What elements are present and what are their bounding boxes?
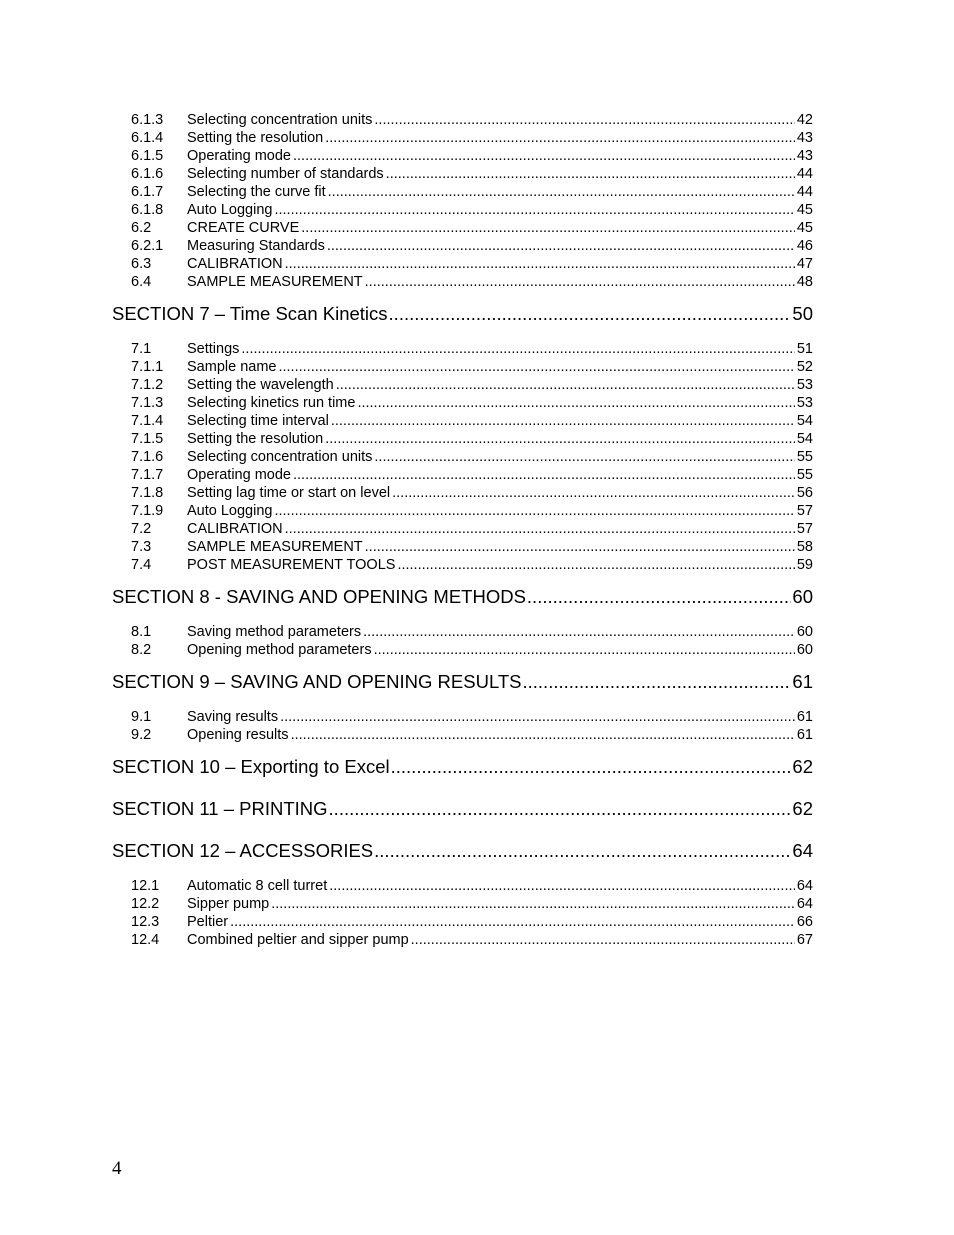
section-page: 60 [792, 586, 813, 607]
section-page: 64 [792, 840, 813, 861]
page-number: 4 [112, 1158, 122, 1179]
toc-entry[interactable] [112, 129, 813, 147]
entry-page: 54 [796, 413, 813, 429]
leader-dots [327, 237, 795, 255]
entry-number: 7.1.6 [131, 449, 164, 465]
leader-dots [392, 484, 795, 502]
entry-number: 6.1.7 [131, 184, 164, 200]
toc-entry[interactable] [112, 237, 813, 255]
leader-dots [336, 376, 795, 394]
toc-entry[interactable] [112, 466, 813, 484]
entry-title: Sample name [187, 359, 277, 375]
toc-entry[interactable] [112, 895, 813, 913]
entry-number: 6.1.5 [131, 148, 164, 164]
section-title: SECTION 10 – Exporting to Excel [112, 756, 390, 777]
entry-title: CREATE CURVE [187, 220, 300, 236]
entry-page: 58 [796, 539, 813, 555]
entry-title: Peltier [187, 914, 229, 930]
section-page: 61 [792, 671, 813, 692]
leader-dots [241, 340, 794, 358]
entry-number: 7.4 [131, 557, 152, 573]
entry-page: 52 [796, 359, 813, 375]
entry-page: 55 [796, 467, 813, 483]
entry-page: 57 [796, 521, 813, 537]
toc-entry[interactable] [112, 708, 813, 726]
entry-page: 66 [796, 914, 813, 930]
entry-title: CALIBRATION [187, 256, 283, 272]
table-of-contents [112, 111, 813, 949]
toc-entry[interactable] [112, 877, 813, 895]
leader-dots [274, 502, 794, 520]
entry-title: Selecting number of standards [187, 166, 384, 182]
toc-group-6 [112, 111, 813, 291]
entry-number: 6.3 [131, 256, 152, 272]
leader-dots [357, 394, 794, 412]
entry-title: Selecting concentration units [187, 112, 373, 128]
leader-dots [325, 129, 795, 147]
leader-dots [411, 931, 795, 949]
toc-entry[interactable] [112, 111, 813, 129]
leader-dots [230, 913, 795, 931]
toc-entry[interactable] [112, 376, 813, 394]
toc-entry[interactable] [112, 430, 813, 448]
toc-entry[interactable] [112, 520, 813, 538]
entry-number: 7.1.2 [131, 377, 164, 393]
leader-dots [329, 877, 795, 895]
leader-dots [389, 302, 792, 326]
entry-title: Opening method parameters [187, 642, 372, 658]
entry-number: 6.1.4 [131, 130, 164, 146]
entry-title: Opening results [187, 727, 289, 743]
entry-page: 67 [796, 932, 813, 948]
entry-page: 44 [796, 184, 813, 200]
entry-title: Measuring Standards [187, 238, 325, 254]
entry-page: 61 [796, 709, 813, 725]
toc-entry[interactable] [112, 641, 813, 659]
toc-entry[interactable] [112, 538, 813, 556]
toc-entry[interactable] [112, 726, 813, 744]
leader-dots [365, 273, 795, 291]
entry-page: 60 [796, 624, 813, 640]
leader-dots [331, 412, 795, 430]
entry-number: 9.2 [131, 727, 152, 743]
entry-title: Saving results [187, 709, 279, 725]
leader-dots [374, 839, 791, 863]
leader-dots [365, 538, 795, 556]
leader-dots [293, 466, 795, 484]
section-page: 62 [792, 798, 813, 819]
leader-dots [329, 797, 792, 821]
entry-number: 7.1.3 [131, 395, 164, 411]
toc-entry[interactable] [112, 484, 813, 502]
entry-page: 51 [796, 341, 813, 357]
section-title: SECTION 8 - SAVING AND OPENING METHODS [112, 586, 526, 607]
toc-entry[interactable] [112, 623, 813, 641]
leader-dots [386, 165, 795, 183]
toc-section-7[interactable] [112, 302, 813, 326]
leader-dots [291, 726, 795, 744]
entry-page: 42 [796, 112, 813, 128]
leader-dots [271, 895, 795, 913]
entry-title: Selecting kinetics run time [187, 395, 356, 411]
entry-title: Setting the wavelength [187, 377, 334, 393]
entry-page: 53 [796, 395, 813, 411]
toc-group-7 [112, 340, 813, 574]
leader-dots [391, 755, 792, 779]
toc-entry[interactable] [112, 556, 813, 574]
section-title: SECTION 11 – PRINTING [112, 798, 328, 819]
section-title: SECTION 12 – ACCESSORIES [112, 840, 374, 861]
entry-number: 6.2.1 [131, 238, 164, 254]
toc-entry[interactable] [112, 165, 813, 183]
entry-title: SAMPLE MEASUREMENT [187, 274, 363, 290]
entry-title: Sipper pump [187, 896, 270, 912]
leader-dots [293, 147, 795, 165]
entry-title: Saving method parameters [187, 624, 362, 640]
entry-number: 12.1 [131, 878, 160, 894]
toc-entry[interactable] [112, 255, 813, 273]
entry-title: Setting the resolution [187, 431, 324, 447]
entry-number: 7.3 [131, 539, 152, 555]
entry-page: 56 [796, 485, 813, 501]
section-page: 62 [792, 756, 813, 777]
entry-number: 6.1.8 [131, 202, 164, 218]
leader-dots [278, 358, 794, 376]
entry-title: Selecting time interval [187, 413, 329, 429]
leader-dots [363, 623, 795, 641]
entry-number: 8.2 [131, 642, 152, 658]
toc-entry[interactable] [112, 273, 813, 291]
toc-section-10[interactable] [112, 755, 813, 779]
entry-number: 6.2 [131, 220, 152, 236]
toc-entry[interactable] [112, 412, 813, 430]
entry-page: 53 [796, 377, 813, 393]
toc-group-8 [112, 623, 813, 659]
leader-dots [325, 430, 795, 448]
entry-number: 9.1 [131, 709, 152, 725]
entry-title: CALIBRATION [187, 521, 283, 537]
entry-title: Settings [187, 341, 240, 357]
toc-entry[interactable] [112, 358, 813, 376]
section-page: 50 [792, 303, 813, 324]
entry-number: 12.3 [131, 914, 160, 930]
section-title: SECTION 7 – Time Scan Kinetics [112, 303, 388, 324]
leader-dots [374, 448, 794, 466]
entry-number: 7.1.4 [131, 413, 164, 429]
entry-number: 6.1.3 [131, 112, 164, 128]
entry-page: 43 [796, 148, 813, 164]
entry-page: 45 [796, 202, 813, 218]
entry-number: 12.4 [131, 932, 160, 948]
toc-entry[interactable] [112, 931, 813, 949]
entry-title: Auto Logging [187, 503, 273, 519]
leader-dots [285, 520, 795, 538]
entry-number: 7.1.5 [131, 431, 164, 447]
leader-dots [527, 585, 792, 609]
toc-entry[interactable] [112, 147, 813, 165]
entry-page: 48 [796, 274, 813, 290]
entry-page: 60 [796, 642, 813, 658]
leader-dots [274, 201, 794, 219]
leader-dots [285, 255, 795, 273]
entry-title: Setting the resolution [187, 130, 324, 146]
entry-title: Operating mode [187, 148, 291, 164]
entry-number: 12.2 [131, 896, 160, 912]
entry-number: 6.1.6 [131, 166, 164, 182]
toc-entry[interactable] [112, 448, 813, 466]
entry-title: Setting lag time or start on level [187, 485, 391, 501]
entry-number: 7.1.1 [131, 359, 164, 375]
entry-number: 6.4 [131, 274, 152, 290]
entry-page: 46 [796, 238, 813, 254]
leader-dots [523, 670, 792, 694]
toc-entry[interactable] [112, 394, 813, 412]
toc-section-9[interactable] [112, 670, 813, 694]
leader-dots [280, 708, 795, 726]
toc-entry[interactable] [112, 340, 813, 358]
toc-entry[interactable] [112, 201, 813, 219]
leader-dots [328, 183, 795, 201]
entry-title: Selecting the curve fit [187, 184, 326, 200]
toc-entry[interactable] [112, 219, 813, 237]
toc-entry[interactable] [112, 183, 813, 201]
entry-title: Operating mode [187, 467, 291, 483]
entry-title: Combined peltier and sipper pump [187, 932, 409, 948]
toc-group-9 [112, 708, 813, 744]
entry-page: 55 [796, 449, 813, 465]
entry-page: 59 [796, 557, 813, 573]
entry-page: 43 [796, 130, 813, 146]
toc-section-11[interactable] [112, 797, 813, 821]
toc-group-12 [112, 877, 813, 949]
entry-title: POST MEASUREMENT TOOLS [187, 557, 396, 573]
toc-section-8[interactable] [112, 585, 813, 609]
leader-dots [374, 111, 794, 129]
entry-number: 7.1 [131, 341, 152, 357]
entry-page: 54 [796, 431, 813, 447]
leader-dots [374, 641, 795, 659]
entry-page: 44 [796, 166, 813, 182]
entry-title: Auto Logging [187, 202, 273, 218]
toc-entry[interactable] [112, 913, 813, 931]
entry-page: 61 [796, 727, 813, 743]
entry-number: 7.2 [131, 521, 152, 537]
toc-section-12[interactable] [112, 839, 813, 863]
entry-title: Automatic 8 cell turret [187, 878, 328, 894]
entry-number: 8.1 [131, 624, 152, 640]
toc-entry[interactable] [112, 502, 813, 520]
entry-title: Selecting concentration units [187, 449, 373, 465]
entry-page: 64 [796, 878, 813, 894]
section-title: SECTION 9 – SAVING AND OPENING RESULTS [112, 671, 522, 692]
entry-page: 64 [796, 896, 813, 912]
entry-page: 45 [796, 220, 813, 236]
entry-title: SAMPLE MEASUREMENT [187, 539, 363, 555]
entry-number: 7.1.9 [131, 503, 164, 519]
leader-dots [301, 219, 795, 237]
entry-number: 7.1.7 [131, 467, 164, 483]
entry-page: 47 [796, 256, 813, 272]
leader-dots [397, 556, 794, 574]
entry-page: 57 [796, 503, 813, 519]
entry-number: 7.1.8 [131, 485, 164, 501]
